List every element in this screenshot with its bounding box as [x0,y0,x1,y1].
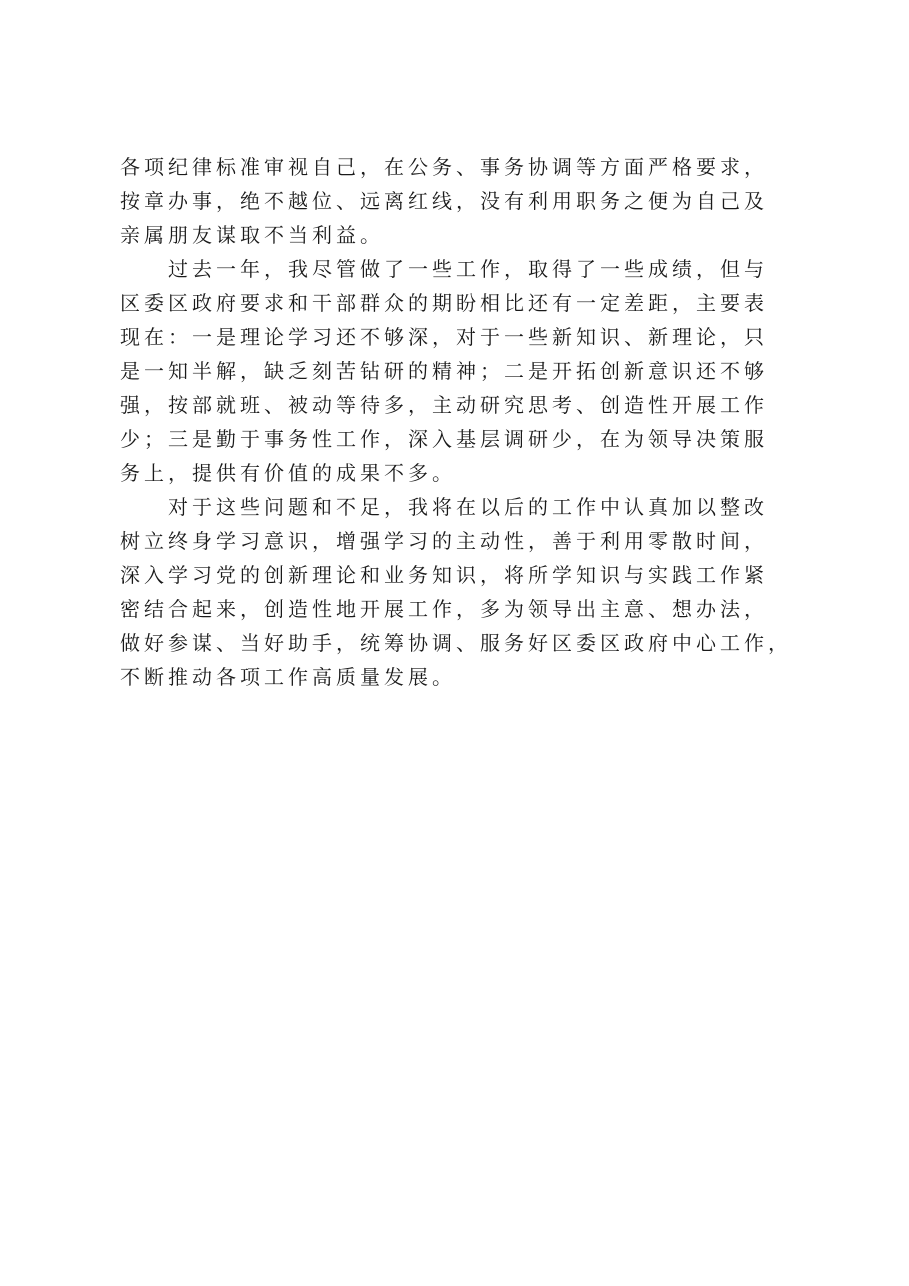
text-line: 过去一年，我尽管做了一些工作，取得了一些成绩，但与 [120,257,768,281]
text-line: 亲属朋友谋取不当利益。 [120,223,384,247]
text-line: 少；三是勤于事务性工作，深入基层调研少，在为领导决策服 [120,427,768,451]
text-line: 密结合起来，创造性地开展工作，多为领导出主意、想办法， [120,597,768,621]
text-line: 是一知半解，缺乏刻苦钻研的精神；二是开拓创新意识还不够 [120,359,768,383]
text-line: 务上，提供有价值的成果不多。 [120,461,456,485]
text-line: 区委区政府要求和干部群众的期盼相比还有一定差距，主要表 [120,291,768,315]
text-line: 不断推动各项工作高质量发展。 [120,665,456,689]
text-line: 按章办事，绝不越位、远离红线，没有利用职务之便为自己及 [120,189,768,213]
text-line: 对于这些问题和不足，我将在以后的工作中认真加以整改 [120,495,768,519]
document-body [120,150,810,694]
text-line: 各项纪律标准审视自己，在公务、事务协调等方面严格要求， [120,155,768,179]
text-line: 现在：一是理论学习还不够深，对于一些新知识、新理论，只 [120,325,768,349]
text-line: 深入学习党的创新理论和业务知识，将所学知识与实践工作紧 [120,563,768,587]
text-line: 树立终身学习意识，增强学习的主动性，善于利用零散时间， [120,529,768,553]
text-line: 做好参谋、当好助手，统筹协调、服务好区委区政府中心工作， [120,631,792,655]
text-line: 强，按部就班、被动等待多，主动研究思考、创造性开展工作 [120,393,768,417]
